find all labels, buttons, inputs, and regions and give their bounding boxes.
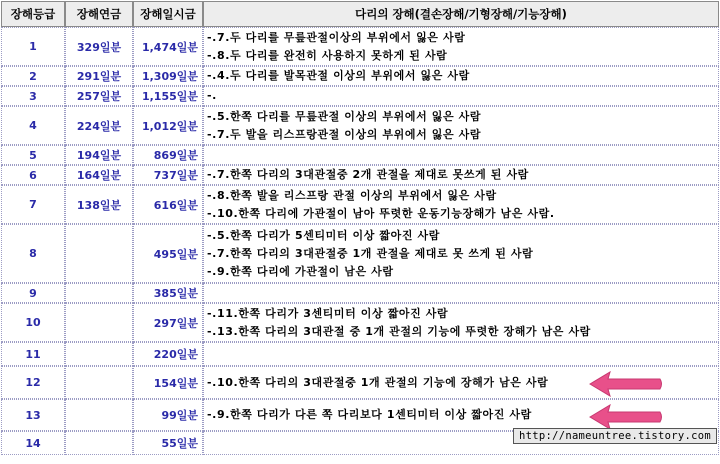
pension-cell: 329일분 [65, 27, 133, 66]
grade-cell: 10 [1, 303, 65, 342]
table-row [1, 185, 719, 224]
header-pension: 장해연금 [65, 1, 133, 27]
grade-cell: 4 [1, 106, 65, 145]
lump-sum-cell: 1,155일분 [133, 86, 203, 106]
description-line [207, 284, 718, 302]
table-row [1, 145, 719, 165]
description-cell [203, 342, 719, 366]
lump-sum-cell: 55일분 [133, 431, 203, 455]
description-cell [203, 27, 719, 66]
grade-cell: 3 [1, 86, 65, 106]
lump-sum-cell: 297일분 [133, 303, 203, 342]
description-line: -.10.한쪽 다리의 3대관절중 1개 관절의 기능에 장해가 남은 사람 [207, 375, 549, 389]
lump-sum-cell: 385일분 [133, 283, 203, 303]
description-cell [203, 145, 719, 165]
description-line: -.9.한쪽 다리에 가관절이 남은 사람 [207, 264, 394, 278]
description-line [207, 345, 718, 363]
pension-cell: 138일분 [65, 185, 133, 224]
grade-cell: 5 [1, 145, 65, 165]
grade-cell: 13 [1, 399, 65, 431]
lump-sum-cell: 1,309일분 [133, 66, 203, 86]
description-line: -.5.한쪽 다리를 무릎관절 이상의 부위에서 잃은 사람 [207, 109, 482, 123]
description-line: -.9.한쪽 다리가 다른 쪽 다리보다 1센티미터 이상 짧아진 사람 [207, 408, 532, 421]
table-row [1, 283, 719, 303]
table-row [1, 86, 719, 106]
table-row [1, 342, 719, 366]
description-cell [203, 66, 719, 86]
description-line: -.8.두 다리를 완전히 사용하지 못하게 된 사람 [207, 48, 448, 62]
description-line: -.4.두 다리를 발목관절 이상의 부위에서 잃은 사람 [207, 69, 470, 82]
pension-cell: 194일분 [65, 145, 133, 165]
description-cell [203, 106, 719, 145]
header-description: 다리의 장해(결손장해/기형장해/기능장해) [203, 1, 719, 27]
description-line: -.13.한쪽 다리의 3대관절 중 1개 관절의 기능에 뚜렷한 장해가 남은 사람 [207, 324, 591, 338]
description-cell [203, 303, 719, 342]
grade-cell: 9 [1, 283, 65, 303]
description-line [207, 146, 718, 164]
grade-cell: 2 [1, 66, 65, 86]
table-row [1, 106, 719, 145]
grade-cell: 12 [1, 366, 65, 399]
table-row [1, 66, 719, 86]
lump-sum-cell: 220일분 [133, 342, 203, 366]
pension-cell [65, 399, 133, 431]
lump-sum-cell: 616일분 [133, 185, 203, 224]
table-header-row [1, 1, 719, 27]
lump-sum-cell: 737일분 [133, 165, 203, 185]
lump-sum-cell: 99일분 [133, 399, 203, 431]
description-cell [203, 165, 719, 185]
pension-cell [65, 303, 133, 342]
pension-cell [65, 224, 133, 283]
description-line: -.10.한쪽 다리에 가관절이 남아 뚜렷한 운동기능장해가 남은 사람. [207, 206, 555, 220]
pension-cell [65, 342, 133, 366]
pension-cell: 224일분 [65, 106, 133, 145]
table-row [1, 224, 719, 283]
description-cell [203, 86, 719, 106]
arrow-shape [590, 405, 662, 429]
description-line: -.7.두 발을 리스프랑관절 이상의 부위에서 잃은 사람 [207, 127, 482, 141]
pension-cell [65, 366, 133, 399]
description-line: -.7.두 다리를 무릎관절이상의 부위에서 잃은 사람 [207, 30, 466, 44]
arrow-left-icon [588, 371, 664, 397]
table-row [1, 303, 719, 342]
arrow-left-icon [588, 404, 664, 430]
description-line: -.5.한쪽 다리가 5센티미터 이상 짧아진 사람 [207, 228, 440, 242]
grade-cell: 11 [1, 342, 65, 366]
table-row [1, 27, 719, 66]
grade-cell: 1 [1, 27, 65, 66]
pension-cell: 164일분 [65, 165, 133, 185]
description-line: -.8.한쪽 발을 리스프랑 관절 이상의 부위에서 잃은 사람 [207, 188, 497, 202]
header-grade: 장해등급 [1, 1, 65, 27]
pension-cell [65, 431, 133, 455]
arrow-shape [590, 372, 662, 396]
pension-cell [65, 283, 133, 303]
description-cell [203, 283, 719, 303]
lump-sum-cell: 1,012일분 [133, 106, 203, 145]
grade-cell: 14 [1, 431, 65, 455]
description-line: -. [207, 89, 217, 102]
grade-cell: 7 [1, 185, 65, 224]
grade-cell: 6 [1, 165, 65, 185]
header-lump-sum: 장해일시금 [133, 1, 203, 27]
lump-sum-cell: 869일분 [133, 145, 203, 165]
pension-cell: 257일분 [65, 86, 133, 106]
grade-cell: 8 [1, 224, 65, 283]
lump-sum-cell: 495일분 [133, 224, 203, 283]
description-cell [203, 224, 719, 283]
description-line: -.7.한쪽 다리의 3대관절중 2개 관절을 제대로 못쓰게 된 사람 [207, 168, 529, 181]
lump-sum-cell: 154일분 [133, 366, 203, 399]
description-line: -.7.한쪽 다리의 3대관절중 1개 관절을 제대로 못 쓰게 된 사람 [207, 246, 534, 260]
pension-cell: 291일분 [65, 66, 133, 86]
lump-sum-cell: 1,474일분 [133, 27, 203, 66]
description-line: -.11.한쪽 다리가 3센티미터 이상 짧아진 사람 [207, 306, 449, 320]
table-row [1, 165, 719, 185]
blog-watermark: http://nameuntree.tistory.com [513, 428, 717, 444]
description-cell [203, 185, 719, 224]
